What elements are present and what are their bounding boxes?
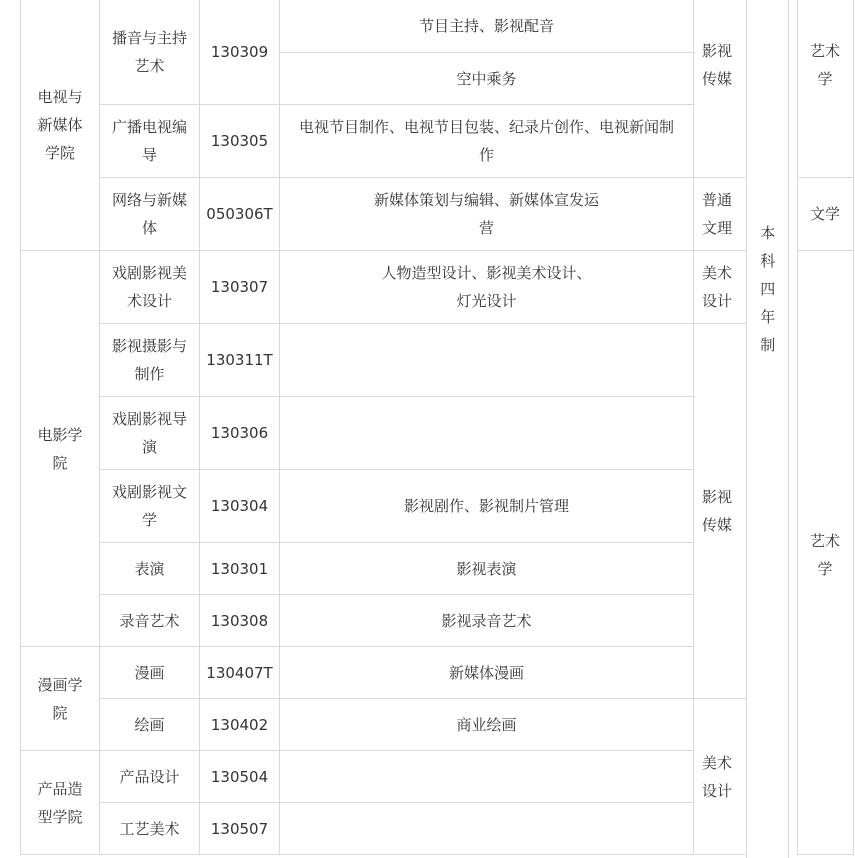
code-cell: 050306T bbox=[200, 178, 280, 251]
major-cell: 播音与主持艺术 bbox=[100, 0, 200, 105]
major-cell: 工艺美术 bbox=[100, 803, 200, 855]
discipline-cell: 艺术学 bbox=[797, 0, 853, 178]
major-cell: 产品设计 bbox=[100, 751, 200, 803]
table-row bbox=[21, 251, 854, 324]
table-row bbox=[21, 699, 854, 751]
table-row bbox=[21, 324, 854, 397]
category-cell: 美术设计 bbox=[694, 699, 747, 855]
code-cell: 130507 bbox=[200, 803, 280, 855]
category-cell: 美术设计 bbox=[694, 251, 747, 324]
direction-cell bbox=[280, 397, 694, 470]
education-system-cell bbox=[747, 0, 789, 855]
code-cell: 130306 bbox=[200, 397, 280, 470]
direction-cell: 电视节目制作、电视节目包装、纪录片创作、电视新闻制作 bbox=[280, 105, 694, 178]
table-row bbox=[21, 0, 854, 53]
major-cell: 影视摄影与制作 bbox=[100, 324, 200, 397]
code-cell: 130307 bbox=[200, 251, 280, 324]
direction-cell: 人物造型设计、影视美术设计、灯光设计 bbox=[280, 251, 694, 324]
major-cell: 网络与新媒体 bbox=[100, 178, 200, 251]
direction-cell bbox=[280, 751, 694, 803]
college-cell: 电影学院 bbox=[21, 251, 100, 647]
major-cell: 录音艺术 bbox=[100, 595, 200, 647]
column-gap bbox=[789, 0, 798, 855]
direction-cell: 节目主持、影视配音 bbox=[280, 0, 694, 53]
direction-cell: 新媒体漫画 bbox=[280, 647, 694, 699]
education-system-text: 本科四年制 bbox=[760, 223, 776, 354]
major-cell: 戏剧影视导演 bbox=[100, 397, 200, 470]
direction-cell bbox=[280, 324, 694, 397]
major-cell: 漫画 bbox=[100, 647, 200, 699]
education-column-right-border bbox=[788, 0, 789, 858]
category-cell: 普通文理 bbox=[694, 178, 747, 251]
education-column-left-border bbox=[746, 0, 747, 858]
direction-cell: 新媒体策划与编辑、新媒体宣发运营 bbox=[280, 178, 694, 251]
code-cell: 130301 bbox=[200, 543, 280, 595]
major-cell: 戏剧影视美术设计 bbox=[100, 251, 200, 324]
direction-cell: 影视录音艺术 bbox=[280, 595, 694, 647]
major-cell: 戏剧影视文学 bbox=[100, 470, 200, 543]
discipline-cell: 艺术学 bbox=[797, 251, 853, 855]
direction-cell: 影视表演 bbox=[280, 543, 694, 595]
code-cell: 130305 bbox=[200, 105, 280, 178]
discipline-cell: 文学 bbox=[797, 178, 853, 251]
table-row bbox=[21, 178, 854, 251]
direction-cell: 空中乘务 bbox=[280, 53, 694, 105]
major-cell: 广播电视编导 bbox=[100, 105, 200, 178]
direction-cell: 商业绘画 bbox=[280, 699, 694, 751]
major-cell: 绘画 bbox=[100, 699, 200, 751]
major-cell: 表演 bbox=[100, 543, 200, 595]
college-cell: 产品造型学院 bbox=[21, 751, 100, 855]
direction-cell: 影视剧作、影视制片管理 bbox=[280, 470, 694, 543]
code-cell: 130309 bbox=[200, 0, 280, 105]
code-cell: 130304 bbox=[200, 470, 280, 543]
code-cell: 130407T bbox=[200, 647, 280, 699]
college-cell: 漫画学院 bbox=[21, 647, 100, 751]
code-cell: 130402 bbox=[200, 699, 280, 751]
category-cell: 影视传媒 bbox=[694, 0, 747, 178]
college-cell: 电视与新媒体学院 bbox=[21, 0, 100, 251]
code-cell: 130311T bbox=[200, 324, 280, 397]
majors-table bbox=[20, 0, 854, 855]
direction-cell bbox=[280, 803, 694, 855]
code-cell: 130504 bbox=[200, 751, 280, 803]
category-cell: 影视传媒 bbox=[694, 324, 747, 699]
code-cell: 130308 bbox=[200, 595, 280, 647]
